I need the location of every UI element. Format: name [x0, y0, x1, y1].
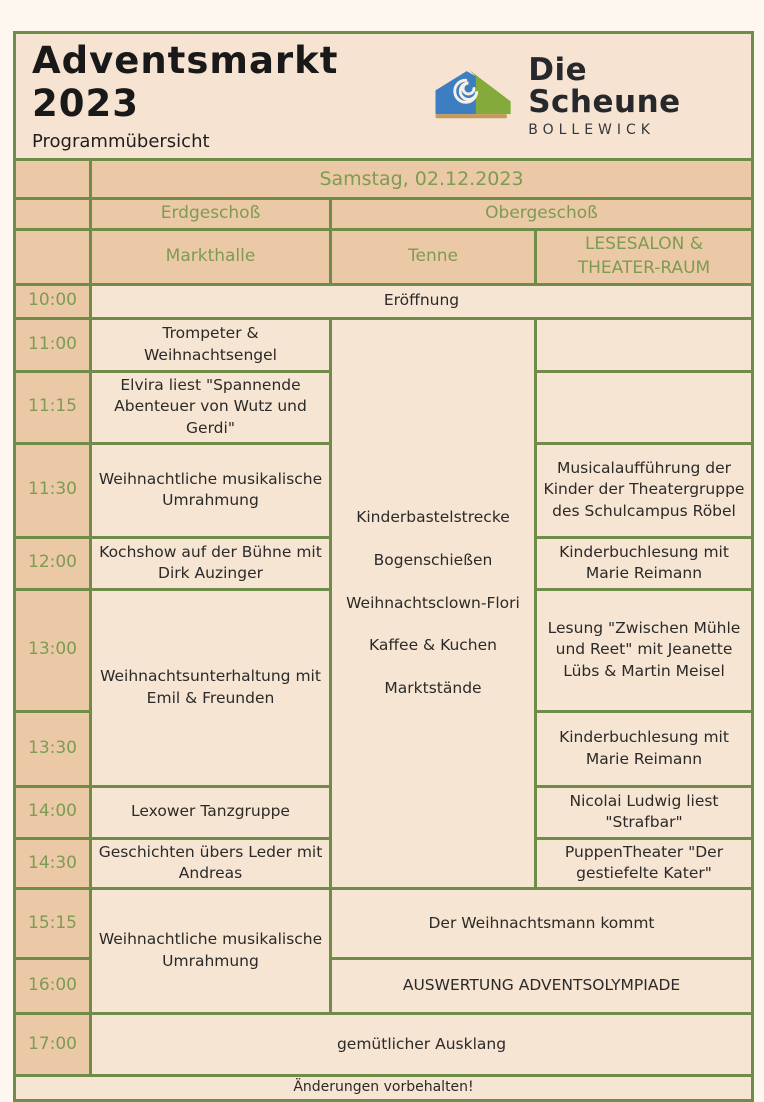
- time-label: 11:00: [15, 318, 91, 371]
- schedule-table: [13, 31, 754, 1102]
- corner-cell: [15, 199, 91, 230]
- time-label: 11:15: [15, 371, 91, 443]
- venue-tenne: Tenne: [331, 230, 536, 285]
- logo-location: BOLLEWICK: [528, 121, 655, 138]
- tenne-item: Marktstände: [384, 678, 482, 697]
- event-markthalle: Kochshow auf der Bühne mit Dirk Auzinger: [91, 537, 331, 589]
- event-lesesalon: Musicalaufführung der Kinder der Theatergruppe des Schulcampus Röbel: [536, 443, 753, 537]
- time-label: 15:15: [15, 889, 91, 959]
- event-markthalle: Weihnachtsunterhaltung mit Emil & Freunden: [91, 589, 331, 786]
- floor-obergeschoss: Obergeschoß: [331, 199, 753, 230]
- corner-cell: [15, 230, 91, 285]
- venue-markthalle: Markthalle: [91, 230, 331, 285]
- time-label: 14:30: [15, 838, 91, 888]
- event-lesesalon-empty: [536, 318, 753, 371]
- time-label: 16:00: [15, 959, 91, 1014]
- time-label: 17:00: [15, 1014, 91, 1076]
- event-lesesalon: Kinderbuchlesung mit Marie Reimann: [536, 711, 753, 786]
- event-ausklang: gemütlicher Ausklang: [91, 1014, 753, 1076]
- venue-lesesalon: LESESALON & THEATER-RAUM: [536, 230, 753, 285]
- time-label: 11:30: [15, 443, 91, 537]
- event-markthalle: Elvira liest "Spannende Abenteuer von Wutz und Gerdi": [91, 371, 331, 443]
- event-lesesalon: Lesung "Zwischen Mühle und Reet" mit Jeanette Lübs & Martin Meisel: [536, 589, 753, 711]
- day-header: Samstag, 02.12.2023: [91, 160, 753, 199]
- tenne-item: Bogenschießen: [373, 550, 493, 569]
- event-markthalle: Weihnachtliche musikalische Umrahmung: [91, 889, 331, 1014]
- event-markthalle: Lexower Tanzgruppe: [91, 786, 331, 838]
- event-markthalle: Weihnachtliche musikalische Umrahmung: [91, 443, 331, 537]
- time-label: 12:00: [15, 537, 91, 589]
- barn-logo-icon: [430, 65, 518, 130]
- logo-name: Die Scheune: [528, 51, 681, 121]
- page-title: Adventsmarkt 2023: [32, 39, 339, 125]
- event-tenne-block: [331, 318, 536, 888]
- footer-note: Änderungen vorbehalten!: [15, 1076, 753, 1101]
- die-scheune-logo: [430, 51, 735, 141]
- event-lesesalon: Nicolai Ludwig liest "Strafbar": [536, 786, 753, 838]
- tenne-item: Kaffee & Kuchen: [368, 636, 497, 655]
- tenne-item: Kinderbastelstrecke: [356, 508, 510, 527]
- event-markthalle: Trompeter & Weihnachtsengel: [91, 318, 331, 371]
- event-lesesalon: PuppenTheater "Der gestiefelte Kater": [536, 838, 753, 888]
- event-lesesalon-empty: [536, 371, 753, 443]
- floor-erdgeschoss: Erdgeschoß: [91, 199, 331, 230]
- time-label: 13:00: [15, 589, 91, 711]
- event-eroeffnung: Eröffnung: [91, 284, 753, 318]
- time-label: 10:00: [15, 284, 91, 318]
- tenne-item: Weihnachtsclown-Flori: [346, 593, 520, 612]
- corner-cell: [15, 160, 91, 199]
- time-label: 14:00: [15, 786, 91, 838]
- page-subtitle: Programmübersicht: [32, 131, 210, 153]
- event-weihnachtsmann: Der Weihnachtsmann kommt: [331, 889, 753, 959]
- event-auswertung: AUSWERTUNG ADVENTSOLYMPIADE: [331, 959, 753, 1014]
- time-label: 13:30: [15, 711, 91, 786]
- event-lesesalon: Kinderbuchlesung mit Marie Reimann: [536, 537, 753, 589]
- event-markthalle: Geschichten übers Leder mit Andreas: [91, 838, 331, 888]
- title-block: [15, 33, 753, 160]
